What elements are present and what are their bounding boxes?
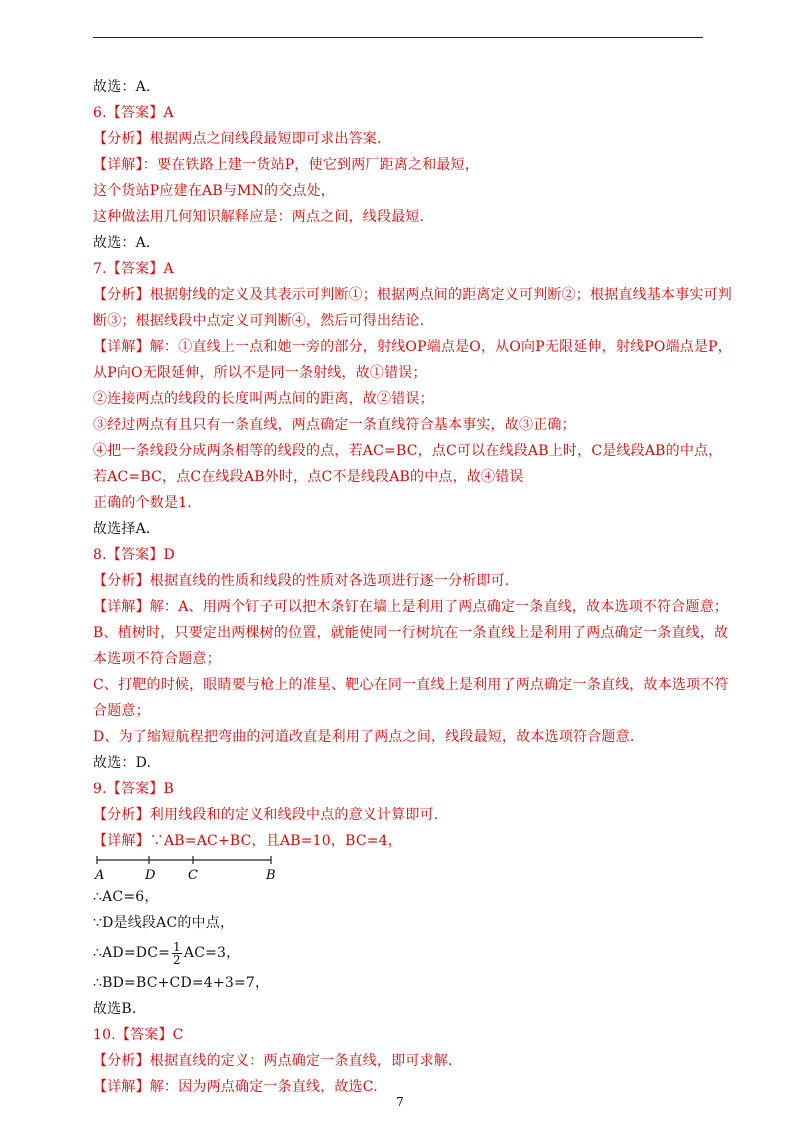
text-line: ∴AC=6， [93, 889, 159, 905]
text-line: 故选B. [93, 1001, 137, 1017]
text-line: 本选项不符合题意； [93, 651, 221, 667]
text-block-1 [93, 74, 732, 854]
text-line: 这种做法用几何知识解释应是：两点之间，线段最短. [93, 209, 425, 225]
fraction [172, 941, 182, 966]
text-line: 10.【答案】C [93, 1027, 184, 1043]
text-line: 【分析】根据直线的定义：两点确定一条直线，即可求解. [93, 1053, 453, 1069]
text-line: 故选：A. [93, 79, 151, 95]
text-line: 8.【答案】D [93, 547, 175, 563]
document-body [93, 74, 732, 1100]
page-number: 7 [396, 1095, 404, 1109]
label-c: C [188, 868, 198, 883]
text-line: ④把一条线段分成两条相等的线段的点，若AC=BC，点C可以在线段AB上时，C是线段AB的中点， [93, 443, 723, 459]
text-line: B、植树时，只要定出两棵树的位置，就能使同一行树坑在一条直线上是利用了两点确定一条直线，故 [93, 625, 729, 641]
text-line: 【详解】解：A、用两个钉子可以把木条钉在墙上是利用了两点确定一条直线，故本选项不符合题意； [93, 599, 729, 615]
text-line: 故选：D. [93, 755, 152, 771]
text-line: 【详解】∵AB=AC+BC，且AB=10，BC=4， [93, 833, 402, 849]
text-line: ③经过两点有且只有一条直线，两点确定一条直线符合基本事实，故③正确； [93, 417, 576, 433]
text-line: 这个货站P应建在AB与MN的交点处， [93, 183, 336, 199]
fraction-numerator: 1 [173, 939, 181, 954]
text-line: 正确的个数是1. [93, 495, 192, 511]
text-line: 【分析】根据直线的性质和线段的性质对各选项进行逐一分析即可. [93, 573, 510, 589]
text-line: 【分析】根据两点之间线段最短即可求出答案. [93, 131, 382, 147]
text-line: ∵D是线段AC的中点， [93, 915, 235, 931]
text-block-3 [93, 970, 713, 1100]
header-rule [93, 37, 703, 38]
label-d: D [145, 868, 156, 883]
label-b: B [266, 868, 276, 883]
text-line: 断③；根据线段中点定义可判断④，然后可得出结论. [93, 313, 425, 329]
label-a: A [95, 868, 105, 883]
fraction-line [93, 936, 713, 970]
text-line: 7.【答案】A [93, 261, 174, 277]
segment-figure [93, 854, 713, 884]
text-line: ②连接两点的线段的长度叫两点间的距离，故②错误； [93, 391, 434, 407]
fraction-line-before: ∴AD=DC= [93, 945, 171, 961]
text-line: 【详解】解：因为两点确定一条直线，故选C. [93, 1079, 378, 1095]
text-line: 【详解】：要在铁路上建一货站P，使它到两厂距离之和最短， [93, 157, 480, 173]
text-line: ∴BD=BC+CD=4+3=7， [93, 975, 270, 991]
text-line: 【详解】解：①直线上一点和她一旁的部分，射线OP端点是O，从O向P无限延伸，射线PO端点是P， [93, 339, 732, 355]
segment-diagram [93, 854, 293, 884]
text-line: 故选：A. [93, 235, 151, 251]
text-line: 【分析】利用线段和的定义和线段中点的意义计算即可. [93, 807, 439, 823]
text-line: 6.【答案】A [93, 105, 174, 121]
text-line: 故选择A. [93, 521, 151, 537]
text-line: 若AC=BC，点C在线段AB外时，点C不是线段AB的中点，故④错误 [93, 469, 524, 485]
fraction-line-after: AC=3， [183, 945, 241, 961]
text-line: D、为了缩短航程把弯曲的河道改直是利用了两点之间，线段最短，故本选项符合题意. [93, 729, 635, 745]
text-line: 合题意； [93, 703, 150, 719]
text-line: 9.【答案】B [93, 781, 175, 797]
text-line: 【分析】根据射线的定义及其表示可判断①；根据两点间的距离定义可判断②；根据直线基本事实可判 [93, 287, 732, 303]
text-block-2 [93, 884, 713, 936]
text-line: C、打靶的时候，眼睛要与枪上的准星、靶心在同一直线上是利用了两点确定一条直线，故本选项不符 [93, 677, 729, 693]
fraction-denominator: 2 [173, 952, 181, 967]
text-line: 从P向O无限延伸，所以不是同一条射线，故①错误； [93, 365, 427, 381]
